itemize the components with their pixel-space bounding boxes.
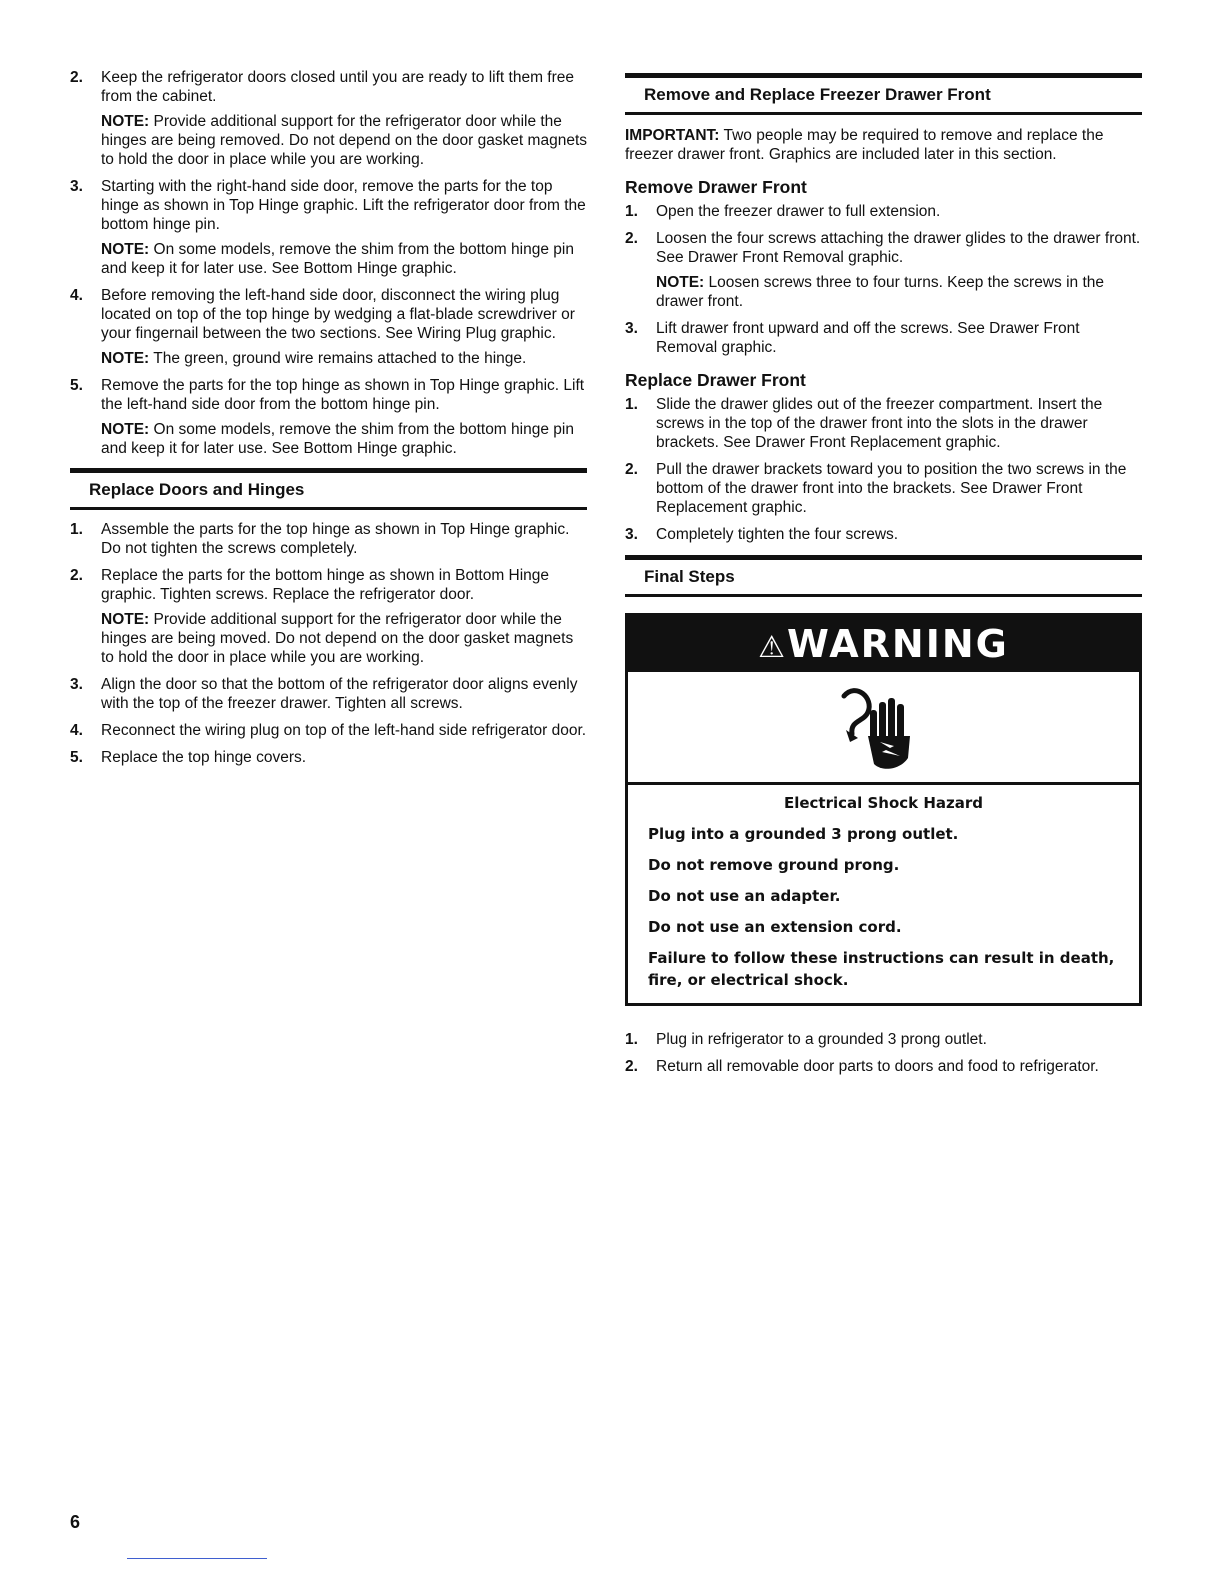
step-text: Completely tighten the four screws. — [656, 526, 899, 543]
step-text: Loosen the four screws attaching the drawer glides to the drawer front. See Drawer Front Removal graphic. — [656, 230, 1141, 266]
step-number: 4. — [70, 287, 83, 304]
note-text: Loosen screws three to four turns. Keep the screws in the drawer front. — [656, 274, 1104, 310]
warning-instruction: Do not use an adapter. — [648, 887, 841, 905]
list-item — [625, 395, 1142, 452]
list-item — [70, 520, 587, 558]
important-note — [625, 126, 1142, 164]
warning-instruction: Do not remove ground prong. — [648, 856, 900, 874]
warning-instruction: Do not use an extension cord. — [648, 918, 902, 936]
section-header-final-steps: Final Steps — [625, 555, 1142, 597]
step-text: Slide the drawer glides out of the freezer compartment. Insert the screws in the top of the drawer front into the slots in the drawer brackets. See Drawer Front Replacement graphic. — [656, 396, 1103, 451]
final-steps-list — [625, 1030, 1142, 1076]
step-note — [101, 240, 587, 278]
page-number: 6 — [70, 1512, 81, 1532]
step-text: Reconnect the wiring plug on top of the left-hand side refrigerator door. — [101, 722, 587, 739]
step-text: Pull the drawer brackets toward you to position the two screws in the bottom of the drawer front into the brackets. See Drawer Front Replacement graphic. — [656, 461, 1127, 516]
important-label: IMPORTANT: — [625, 127, 720, 144]
warning-text-block — [628, 785, 1139, 1003]
warning-instruction: Failure to follow these instructions can result in death, fire, or electrical shock. — [648, 949, 1115, 989]
step-text: Keep the refrigerator doors closed until you are ready to lift them free from the cabinet. — [101, 69, 574, 105]
step-number: 3. — [70, 178, 83, 195]
warning-box — [625, 613, 1142, 1006]
list-item — [70, 286, 587, 368]
step-number: 2. — [70, 69, 83, 86]
subheading-remove-drawer-front: Remove Drawer Front — [625, 177, 807, 197]
replace-doors-steps — [70, 520, 587, 767]
note-label: NOTE: — [101, 241, 150, 258]
step-note — [101, 349, 587, 368]
footer-rule — [127, 1558, 267, 1559]
list-item — [70, 68, 587, 169]
note-label: NOTE: — [101, 350, 150, 367]
right-column — [625, 73, 1142, 1084]
subheading-replace-drawer-front: Replace Drawer Front — [625, 370, 806, 390]
list-item — [625, 1057, 1142, 1076]
warning-triangle-icon: ⚠ — [758, 630, 788, 665]
list-item — [625, 525, 1142, 544]
replace-drawer-steps — [625, 395, 1142, 544]
list-item — [70, 566, 587, 667]
step-text: Lift drawer front upward and off the screws. See Drawer Front Removal graphic. — [656, 320, 1080, 356]
note-text: Provide additional support for the refrigerator door while the hinges are being removed. Do not depend on the door gasket magnets to hold the door in place while you are working. — [101, 113, 587, 168]
step-number: 1. — [70, 521, 83, 538]
hazard-title: Electrical Shock Hazard — [783, 794, 984, 812]
step-text: Replace the parts for the bottom hinge as shown in Bottom Hinge graphic. Tighten screws. Replace the refrigerator door. — [101, 567, 550, 603]
step-number: 1. — [625, 396, 638, 413]
step-number: 5. — [70, 749, 83, 766]
electrical-shock-hand-icon — [830, 680, 940, 776]
step-note — [101, 420, 587, 458]
step-number: 1. — [625, 203, 638, 220]
note-text: On some models, remove the shim from the bottom hinge pin and keep it for later use. See Bottom Hinge graphic. — [101, 241, 574, 277]
step-text: Open the freezer drawer to full extension. — [656, 203, 941, 220]
step-text: Remove the parts for the top hinge as shown in Top Hinge graphic. Lift the left-hand side door from the bottom hinge pin. — [101, 377, 585, 413]
note-label: NOTE: — [656, 274, 705, 291]
note-label: NOTE: — [101, 611, 150, 628]
list-item — [70, 376, 587, 458]
step-note — [656, 273, 1142, 311]
list-item — [70, 721, 587, 740]
step-number: 1. — [625, 1031, 638, 1048]
step-text: Starting with the right-hand side door, remove the parts for the top hinge as shown in Top Hinge graphic. Lift the refrigerator door from the bottom hinge pin. — [101, 178, 586, 233]
section-header-replace-doors: Replace Doors and Hinges — [70, 468, 587, 510]
step-number: 3. — [70, 676, 83, 693]
list-item — [70, 177, 587, 278]
warning-label: WARNING — [787, 622, 1009, 666]
step-text: Return all removable door parts to doors and food to refrigerator. — [656, 1058, 1099, 1075]
continued-removal-steps — [70, 68, 587, 458]
note-text: Provide additional support for the refrigerator door while the hinges are being moved. Do not depend on the door gasket magnets to hold the door in place while you are working. — [101, 611, 574, 666]
step-note — [101, 610, 587, 667]
section-header-freezer-drawer: Remove and Replace Freezer Drawer Front — [625, 73, 1142, 115]
note-label: NOTE: — [101, 421, 150, 438]
list-item — [625, 1030, 1142, 1049]
step-text: Before removing the left-hand side door, disconnect the wiring plug located on top of the top hinge by wedging a flat-blade screwdriver or your fingernail between the two sections. See Wiring Plug graphic. — [101, 287, 575, 342]
step-number: 2. — [625, 1058, 638, 1075]
note-text: The green, ground wire remains attached to the hinge. — [153, 350, 527, 367]
step-number: 2. — [625, 230, 638, 247]
step-number: 5. — [70, 377, 83, 394]
note-label: NOTE: — [101, 113, 150, 130]
step-note — [101, 112, 587, 169]
list-item — [70, 675, 587, 713]
note-text: On some models, remove the shim from the bottom hinge pin and keep it for later use. See Bottom Hinge graphic. — [101, 421, 574, 457]
remove-drawer-steps — [625, 202, 1142, 357]
list-item — [625, 229, 1142, 311]
step-text: Plug in refrigerator to a grounded 3 prong outlet. — [656, 1031, 987, 1048]
left-column — [70, 68, 587, 775]
warning-banner — [628, 616, 1139, 672]
warning-instruction: Plug into a grounded 3 prong outlet. — [648, 825, 959, 843]
list-item — [625, 319, 1142, 357]
step-number: 3. — [625, 526, 638, 543]
step-number: 2. — [70, 567, 83, 584]
step-text: Align the door so that the bottom of the refrigerator door aligns evenly with the top of the freezer drawer. Tighten all screws. — [101, 676, 578, 712]
step-number: 4. — [70, 722, 83, 739]
step-number: 3. — [625, 320, 638, 337]
important-text: Two people may be required to remove and replace the freezer drawer front. Graphics are included later in this section. — [625, 127, 1104, 163]
list-item — [625, 460, 1142, 517]
step-number: 2. — [625, 461, 638, 478]
list-item — [70, 748, 587, 767]
step-text: Assemble the parts for the top hinge as shown in Top Hinge graphic. Do not tighten the screws completely. — [101, 521, 570, 557]
list-item — [625, 202, 1142, 221]
electrical-shock-pictogram — [628, 672, 1139, 785]
step-text: Replace the top hinge covers. — [101, 749, 307, 766]
